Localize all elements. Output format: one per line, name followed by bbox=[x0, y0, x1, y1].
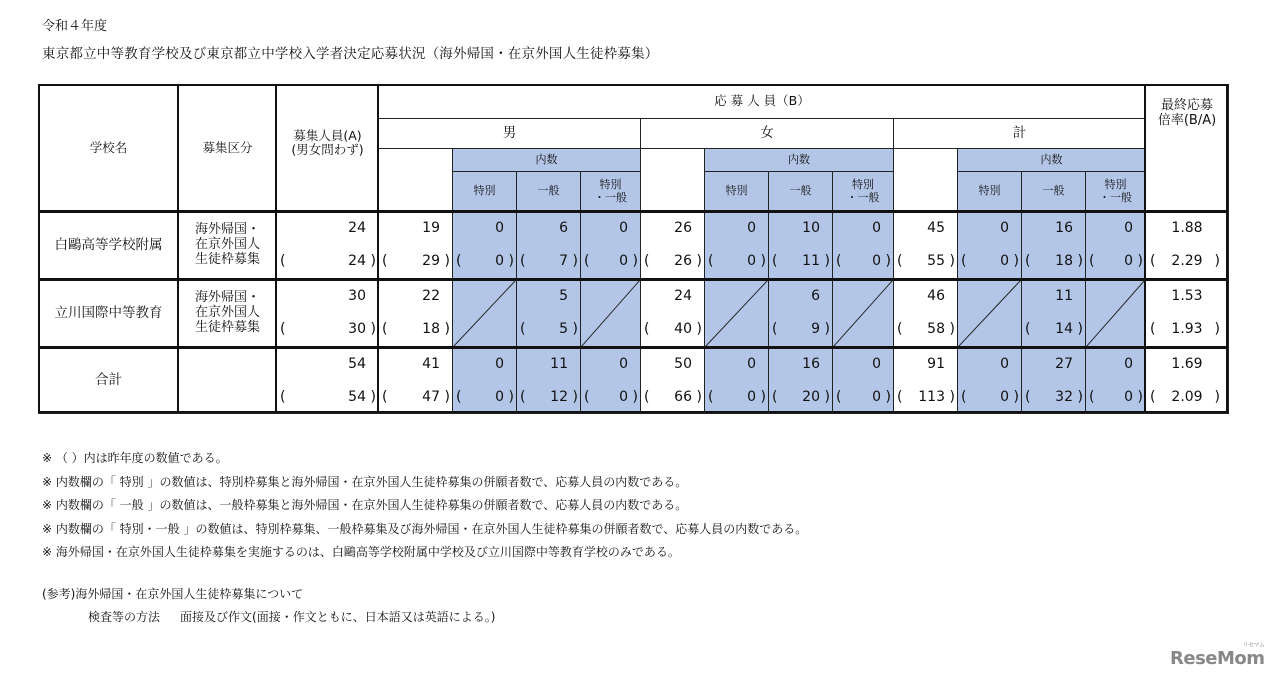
header-female-special-general: 特別 ・一般 bbox=[832, 171, 894, 212]
value-previous: 47 bbox=[422, 389, 440, 405]
header-female-special: 特別 bbox=[704, 171, 769, 212]
row-sum-special bbox=[957, 279, 1022, 348]
value-previous: 12 bbox=[550, 389, 568, 405]
rate-current: 1.88 bbox=[1171, 220, 1203, 236]
row-male-general: 6 ( 7 ) bbox=[516, 211, 581, 280]
row-male-total: 22 ( 18 ) bbox=[378, 279, 453, 348]
header-female-total bbox=[640, 148, 705, 212]
value-previous: 32 bbox=[1055, 389, 1073, 405]
value-current: 0 bbox=[747, 356, 756, 372]
not-applicable-slash bbox=[958, 280, 1021, 347]
row-female-special-general: 0 ( 0 ) bbox=[832, 347, 894, 414]
value-previous: 0 bbox=[1000, 389, 1009, 405]
row-female-special-general bbox=[832, 279, 894, 348]
value-previous: 0 bbox=[1124, 253, 1133, 269]
row-male-general: 5 ( 5 ) bbox=[516, 279, 581, 348]
row-category: 海外帰国・ 在京外国人 生徒枠募集 bbox=[178, 211, 277, 280]
value-current: 0 bbox=[1124, 356, 1133, 372]
value-current: 0 bbox=[495, 356, 504, 372]
not-applicable-slash bbox=[833, 280, 893, 347]
row-capacity: 30 ( 30 ) bbox=[276, 279, 379, 348]
value-current: 30 bbox=[348, 288, 366, 304]
table-rule bbox=[38, 278, 1228, 281]
value-current: 0 bbox=[872, 220, 881, 236]
table-rule bbox=[177, 84, 179, 413]
value-current: 0 bbox=[619, 356, 628, 372]
row-male-special-general: 0 ( 0 ) bbox=[580, 347, 641, 414]
header-male-general: 一般 bbox=[516, 171, 581, 212]
row-sum-total: 91 ( 113 ) bbox=[893, 347, 958, 414]
value-previous: 0 bbox=[747, 389, 756, 405]
value-current: 0 bbox=[495, 220, 504, 236]
reference-heading: (参考)海外帰国・在京外国人生徒枠募集について bbox=[42, 587, 304, 601]
table-rule bbox=[275, 84, 277, 413]
rate-previous: 2.09 bbox=[1171, 389, 1203, 405]
not-applicable-slash bbox=[453, 280, 516, 347]
value-previous: 0 bbox=[495, 253, 504, 269]
value-current: 0 bbox=[747, 220, 756, 236]
row-male-total: 41 ( 47 ) bbox=[378, 347, 453, 414]
header-female: 女 bbox=[640, 118, 894, 149]
not-applicable-slash bbox=[705, 280, 768, 347]
value-current: 0 bbox=[1124, 220, 1133, 236]
value-current: 11 bbox=[1055, 288, 1073, 304]
row-sum-special: 0 ( 0 ) bbox=[957, 211, 1022, 280]
row-category bbox=[178, 347, 277, 414]
value-previous: 20 bbox=[802, 389, 820, 405]
header-total-general: 一般 bbox=[1021, 171, 1086, 212]
value-current: 26 bbox=[674, 220, 692, 236]
value-previous: 30 bbox=[348, 321, 366, 337]
row-male-special bbox=[452, 279, 517, 348]
row-rate: 1.53 ( 1.93 ) bbox=[1145, 279, 1229, 348]
value-previous: 0 bbox=[1000, 253, 1009, 269]
value-current: 54 bbox=[348, 356, 366, 372]
row-school: 合計 bbox=[38, 347, 179, 414]
value-previous: 18 bbox=[422, 321, 440, 337]
row-female-total: 24 ( 40 ) bbox=[640, 279, 705, 348]
value-previous: 9 bbox=[811, 321, 820, 337]
rate-previous: 2.29 bbox=[1171, 253, 1203, 269]
header-female-breakdown: 内数 bbox=[704, 148, 894, 172]
row-female-special: 0 ( 0 ) bbox=[704, 211, 769, 280]
row-rate: 1.88 ( 2.29 ) bbox=[1145, 211, 1229, 280]
reference-method-label: 検査等の方法 bbox=[88, 610, 161, 624]
row-female-special: 0 ( 0 ) bbox=[704, 347, 769, 414]
value-current: 11 bbox=[550, 356, 568, 372]
footnote: ※ 内数欄の「 特別 」の数値は、特別枠募集と海外帰国・在京外国人生徒枠募集の併願者数で、応募人員の内数である。 bbox=[42, 474, 688, 489]
row-female-total: 50 ( 66 ) bbox=[640, 347, 705, 414]
value-previous: 11 bbox=[802, 253, 820, 269]
row-female-special-general: 0 ( 0 ) bbox=[832, 211, 894, 280]
row-school: 立川国際中等教育 bbox=[38, 279, 179, 348]
footnote: ※ 海外帰国・在京外国人生徒枠募集を実施するのは、白鷗高等学校附属中学校及び立川国際中等教育学校のみである。 bbox=[42, 545, 680, 559]
header-total-total bbox=[893, 148, 958, 212]
header-rate: 最終応募 倍率(B/A) bbox=[1145, 84, 1229, 212]
row-male-special: 0 ( 0 ) bbox=[452, 347, 517, 414]
row-female-general: 16 ( 20 ) bbox=[768, 347, 833, 414]
header-male-breakdown: 内数 bbox=[452, 148, 641, 172]
value-current: 0 bbox=[619, 220, 628, 236]
reference-method-value: 面接及び作文(面接・作文ともに、日本語又は英語による。) bbox=[180, 610, 496, 624]
footnote: ※ 内数欄の「 一般 」の数値は、一般枠募集と海外帰国・在京外国人生徒枠募集の併願者数で、応募人員の内数である。 bbox=[42, 498, 688, 512]
value-previous: 113 bbox=[918, 389, 945, 405]
reference-method bbox=[42, 606, 495, 629]
value-current: 50 bbox=[674, 356, 692, 372]
header-total-breakdown: 内数 bbox=[957, 148, 1146, 172]
value-current: 22 bbox=[422, 288, 440, 304]
header-male-special-general: 特別 ・一般 bbox=[580, 171, 641, 212]
header-school: 学校名 bbox=[38, 84, 179, 212]
row-sum-special-general: 0 ( 0 ) bbox=[1085, 347, 1146, 414]
value-previous: 14 bbox=[1055, 321, 1073, 337]
value-previous: 66 bbox=[674, 389, 692, 405]
value-previous: 0 bbox=[619, 253, 628, 269]
row-male-special: 0 ( 0 ) bbox=[452, 211, 517, 280]
value-previous: 0 bbox=[619, 389, 628, 405]
value-current: 91 bbox=[927, 356, 945, 372]
row-sum-general: 11 ( 14 ) bbox=[1021, 279, 1086, 348]
header-applicants: 応 募 人 員（B） bbox=[378, 84, 1146, 119]
resemom-logo: ReseMom リセマム bbox=[1170, 642, 1265, 669]
header-total-special-general: 特別 ・一般 bbox=[1085, 171, 1146, 212]
fiscal-year-label: 令和４年度 bbox=[42, 19, 108, 34]
value-previous: 29 bbox=[422, 253, 440, 269]
header-total-special: 特別 bbox=[957, 171, 1022, 212]
row-female-total: 26 ( 26 ) bbox=[640, 211, 705, 280]
table-rule bbox=[1144, 84, 1146, 413]
value-current: 10 bbox=[802, 220, 820, 236]
rate-current: 1.53 bbox=[1171, 288, 1203, 304]
row-school: 白鷗高等学校附属 bbox=[38, 211, 179, 280]
value-current: 6 bbox=[811, 288, 820, 304]
value-previous: 7 bbox=[559, 253, 568, 269]
row-sum-total: 46 ( 58 ) bbox=[893, 279, 958, 348]
value-current: 0 bbox=[1000, 220, 1009, 236]
value-previous: 58 bbox=[927, 321, 945, 337]
value-current: 5 bbox=[559, 288, 568, 304]
value-previous: 0 bbox=[1124, 389, 1133, 405]
rate-previous: 1.93 bbox=[1171, 321, 1203, 337]
value-current: 16 bbox=[1055, 220, 1073, 236]
row-female-general: 10 ( 11 ) bbox=[768, 211, 833, 280]
reference-section bbox=[42, 583, 495, 629]
value-previous: 18 bbox=[1055, 253, 1073, 269]
footnote: ※ 内数欄の「 特別・一般 」の数値は、特別枠募集、一般枠募集及び海外帰国・在京外国人生徒枠募集の併願者数で、応募人員の内数である。 bbox=[42, 521, 808, 536]
header-total: 計 bbox=[893, 118, 1146, 149]
value-previous: 40 bbox=[674, 321, 692, 337]
value-previous: 0 bbox=[495, 389, 504, 405]
value-current: 16 bbox=[802, 356, 820, 372]
not-applicable-slash bbox=[1086, 280, 1145, 347]
value-current: 0 bbox=[1000, 356, 1009, 372]
value-previous: 55 bbox=[927, 253, 945, 269]
header-male: 男 bbox=[378, 118, 641, 149]
value-current: 46 bbox=[927, 288, 945, 304]
value-current: 24 bbox=[348, 220, 366, 236]
value-previous: 54 bbox=[348, 389, 366, 405]
row-male-total: 19 ( 29 ) bbox=[378, 211, 453, 280]
row-capacity: 54 ( 54 ) bbox=[276, 347, 379, 414]
row-sum-general: 16 ( 18 ) bbox=[1021, 211, 1086, 280]
header-male-total bbox=[378, 148, 453, 212]
value-previous: 0 bbox=[872, 253, 881, 269]
table-rule bbox=[377, 84, 379, 413]
not-applicable-slash bbox=[581, 280, 640, 347]
header-male-special: 特別 bbox=[452, 171, 517, 212]
table-rule bbox=[38, 210, 1228, 213]
row-rate: 1.69 ( 2.09 ) bbox=[1145, 347, 1229, 414]
row-male-special-general bbox=[580, 279, 641, 348]
row-male-special-general: 0 ( 0 ) bbox=[580, 211, 641, 280]
row-sum-total: 45 ( 55 ) bbox=[893, 211, 958, 280]
value-previous: 5 bbox=[559, 321, 568, 337]
value-current: 24 bbox=[674, 288, 692, 304]
value-current: 0 bbox=[872, 356, 881, 372]
row-capacity: 24 ( 24 ) bbox=[276, 211, 379, 280]
row-male-general: 11 ( 12 ) bbox=[516, 347, 581, 414]
value-current: 45 bbox=[927, 220, 945, 236]
value-current: 41 bbox=[422, 356, 440, 372]
header-capacity: 募集人員(A) (男女問わず) bbox=[276, 84, 379, 212]
page-title: 東京都立中等教育学校及び東京都立中学校入学者決定応募状況（海外帰国・在京外国人生徒枠募集） bbox=[42, 46, 659, 62]
row-sum-general: 27 ( 32 ) bbox=[1021, 347, 1086, 414]
value-current: 6 bbox=[559, 220, 568, 236]
footnote: ※ （ ）内は昨年度の数値である。 bbox=[42, 451, 228, 465]
header-category: 募集区分 bbox=[178, 84, 277, 212]
value-current: 19 bbox=[422, 220, 440, 236]
row-sum-special-general: 0 ( 0 ) bbox=[1085, 211, 1146, 280]
table-rule bbox=[38, 346, 1228, 349]
rate-current: 1.69 bbox=[1171, 356, 1203, 372]
row-female-special bbox=[704, 279, 769, 348]
row-female-general: 6 ( 9 ) bbox=[768, 279, 833, 348]
value-previous: 0 bbox=[872, 389, 881, 405]
row-sum-special-general bbox=[1085, 279, 1146, 348]
value-previous: 26 bbox=[674, 253, 692, 269]
footnotes bbox=[42, 447, 807, 565]
value-current: 27 bbox=[1055, 356, 1073, 372]
header-female-general: 一般 bbox=[768, 171, 833, 212]
value-previous: 24 bbox=[348, 253, 366, 269]
row-sum-special: 0 ( 0 ) bbox=[957, 347, 1022, 414]
row-category: 海外帰国・ 在京外国人 生徒枠募集 bbox=[178, 279, 277, 348]
value-previous: 0 bbox=[747, 253, 756, 269]
